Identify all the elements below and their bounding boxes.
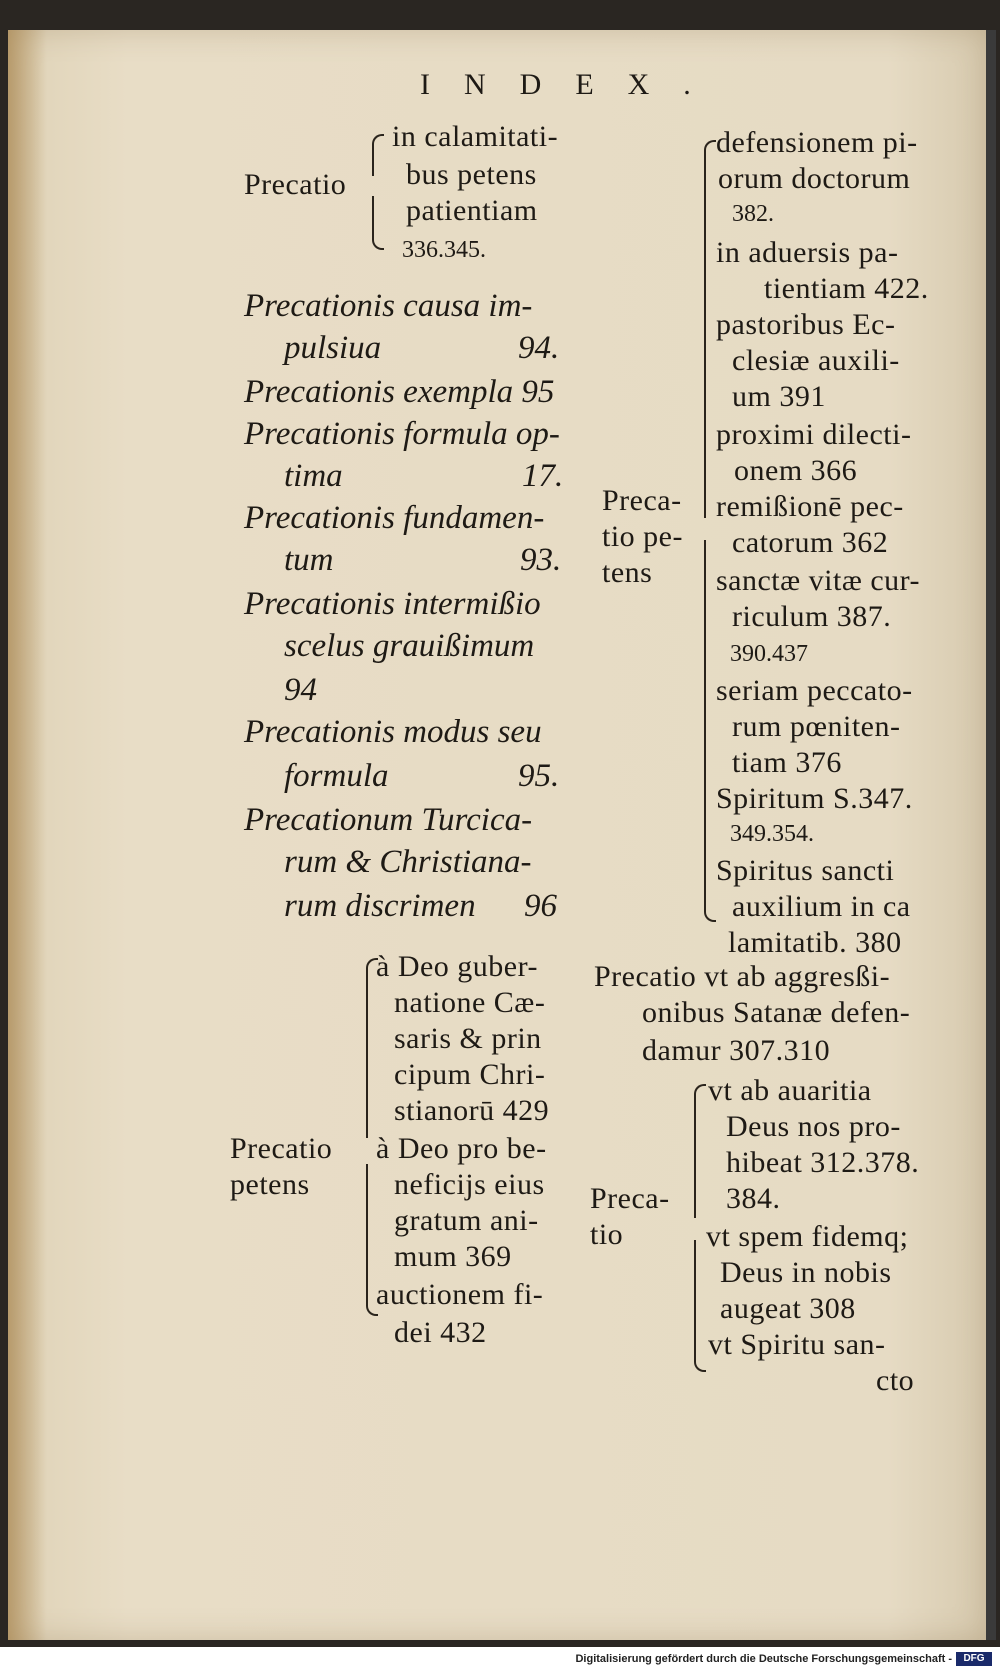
index-entry-page: 17. xyxy=(522,458,564,494)
right-group2-line: vt Spiritu san- xyxy=(708,1328,886,1361)
left-group2-line: à Deo guber- xyxy=(376,950,538,983)
right-group1-line: Spiritum S.347. xyxy=(716,782,913,815)
left-group2-line: cipum Chri- xyxy=(394,1058,546,1091)
right-group2-line: Deus nos pro- xyxy=(726,1110,901,1143)
right-group1-line: sanctæ vitæ cur- xyxy=(716,564,921,597)
right-group1-line: orum doctorum xyxy=(718,162,911,195)
left-group2-line: stianorū 429 xyxy=(394,1094,550,1127)
right-group2-line: 384. xyxy=(726,1182,781,1215)
right-group1-line: in aduersis pa- xyxy=(716,236,899,269)
index-entry-line: Precationis causa im- xyxy=(244,288,533,324)
left-group2-line: dei 432 xyxy=(394,1316,487,1349)
right-group1-line: tiam 376 xyxy=(732,746,842,779)
right-group1-line: riculum 387. xyxy=(732,600,892,633)
digitization-footer xyxy=(0,1647,1000,1672)
right-group1-line: 390.437 xyxy=(730,641,808,667)
right-group1-line: seriam peccato- xyxy=(716,674,913,707)
index-entry-page: 96 xyxy=(524,888,557,924)
right-group1-line: rum pœniten- xyxy=(732,710,901,743)
left-group2-brace-top xyxy=(366,958,378,1138)
index-entry-line: tum xyxy=(284,542,334,578)
index-entry-line: Precationis exempla 95 xyxy=(244,374,555,410)
index-entry-page: 94. xyxy=(518,330,560,366)
right-group2-line: hibeat 312.378. xyxy=(726,1146,920,1179)
left-group2-line: auctionem fi- xyxy=(376,1278,544,1311)
right-group1-line: defensionem pi- xyxy=(716,126,918,159)
index-entry-line: formula xyxy=(284,758,389,794)
right-entry-line: onibus Satanæ defen- xyxy=(642,996,911,1029)
index-entry-line: Precationis formula op- xyxy=(244,416,560,452)
index-entry-line: Precationis modus seu xyxy=(244,714,542,750)
left-group2-line: mum 369 xyxy=(394,1240,512,1273)
right-group1-line: remißionē pec- xyxy=(716,490,904,523)
left-group2-line: natione Cæ- xyxy=(394,986,546,1019)
right-group1-line: pastoribus Ec- xyxy=(716,308,896,341)
left-group2-label: petens xyxy=(230,1168,310,1201)
right-group1-line: 349.354. xyxy=(730,821,814,847)
right-group2-brace-top xyxy=(694,1084,706,1218)
right-group1-label: Preca- xyxy=(602,484,682,517)
right-entry-line: damur 307.310 xyxy=(642,1034,831,1067)
right-group1-line: 382. xyxy=(732,201,774,227)
dfg-logo: DFG xyxy=(956,1652,992,1666)
right-group1-brace-top xyxy=(704,140,716,518)
right-group1-label: tens xyxy=(602,556,653,589)
right-entry-line: Precatio vt ab aggresßi- xyxy=(594,960,891,993)
left-group2-line: saris & prin xyxy=(394,1022,542,1055)
index-entry-line: Precationis intermißio xyxy=(244,586,541,622)
index-entry-page: 95. xyxy=(518,758,560,794)
right-group1-line: tientiam 422. xyxy=(764,272,929,305)
right-group1-line: Spiritus sancti xyxy=(716,854,895,887)
left-group1-label: Precatio xyxy=(244,168,347,201)
page-header: INDEX. xyxy=(420,68,725,101)
right-group2-label: Preca- xyxy=(590,1182,670,1215)
right-group1-line: catorum 362 xyxy=(732,526,889,559)
index-entry-page: 93. xyxy=(520,542,562,578)
left-group1-page: 336.345. xyxy=(402,237,486,263)
left-group1-line: in calamitati- xyxy=(392,120,559,153)
right-group1-line: lamitatib. 380 xyxy=(728,926,902,959)
page-edge-stain xyxy=(8,30,46,1640)
index-entry-line: rum & Christiana- xyxy=(284,844,532,880)
right-group2-brace-bottom xyxy=(694,1240,706,1372)
right-group2-line: cto xyxy=(876,1364,915,1397)
index-entry-line: scelus grauißimum xyxy=(284,628,535,664)
left-group1-brace-top xyxy=(372,134,384,176)
book-binding-edge xyxy=(986,30,996,1640)
right-group1-label: tio pe- xyxy=(602,520,683,553)
left-group1-brace-bottom xyxy=(372,196,384,250)
left-group2-line: neficijs eius xyxy=(394,1168,545,1201)
left-group1-line: bus petens xyxy=(406,158,537,191)
index-entry-line: pulsiua xyxy=(284,330,382,366)
right-group1-brace-bottom xyxy=(704,540,716,922)
left-group2-line: à Deo pro be- xyxy=(376,1132,547,1165)
left-group1-line: patientiam xyxy=(406,194,538,227)
digitization-credit: Digitalisierung gefördert durch die Deutsche Forschungsgemeinschaft - xyxy=(575,1653,952,1665)
left-group2-line: gratum ani- xyxy=(394,1204,539,1237)
right-group2-line: augeat 308 xyxy=(720,1292,856,1325)
index-entry-line: Precationis fundamen- xyxy=(244,500,545,536)
right-group1-line: auxilium in ca xyxy=(732,890,911,923)
right-group2-line: vt spem fidemq; xyxy=(706,1220,909,1253)
index-entry-line: Precationum Turcica- xyxy=(244,802,533,838)
index-entry-line: tima xyxy=(284,458,343,494)
right-group2-line: Deus in nobis xyxy=(720,1256,892,1289)
right-group1-line: um 391 xyxy=(732,380,826,413)
right-group1-line: onem 366 xyxy=(734,454,858,487)
right-group1-line: clesiæ auxili- xyxy=(732,344,900,377)
index-entry-line: 94 xyxy=(284,672,317,708)
right-group1-line: proximi dilecti- xyxy=(716,418,912,451)
right-group2-line: vt ab auaritia xyxy=(708,1074,872,1107)
left-group2-label: Precatio xyxy=(230,1132,333,1165)
right-group2-label: tio xyxy=(590,1218,624,1251)
index-entry-line: rum discrimen xyxy=(284,888,476,924)
